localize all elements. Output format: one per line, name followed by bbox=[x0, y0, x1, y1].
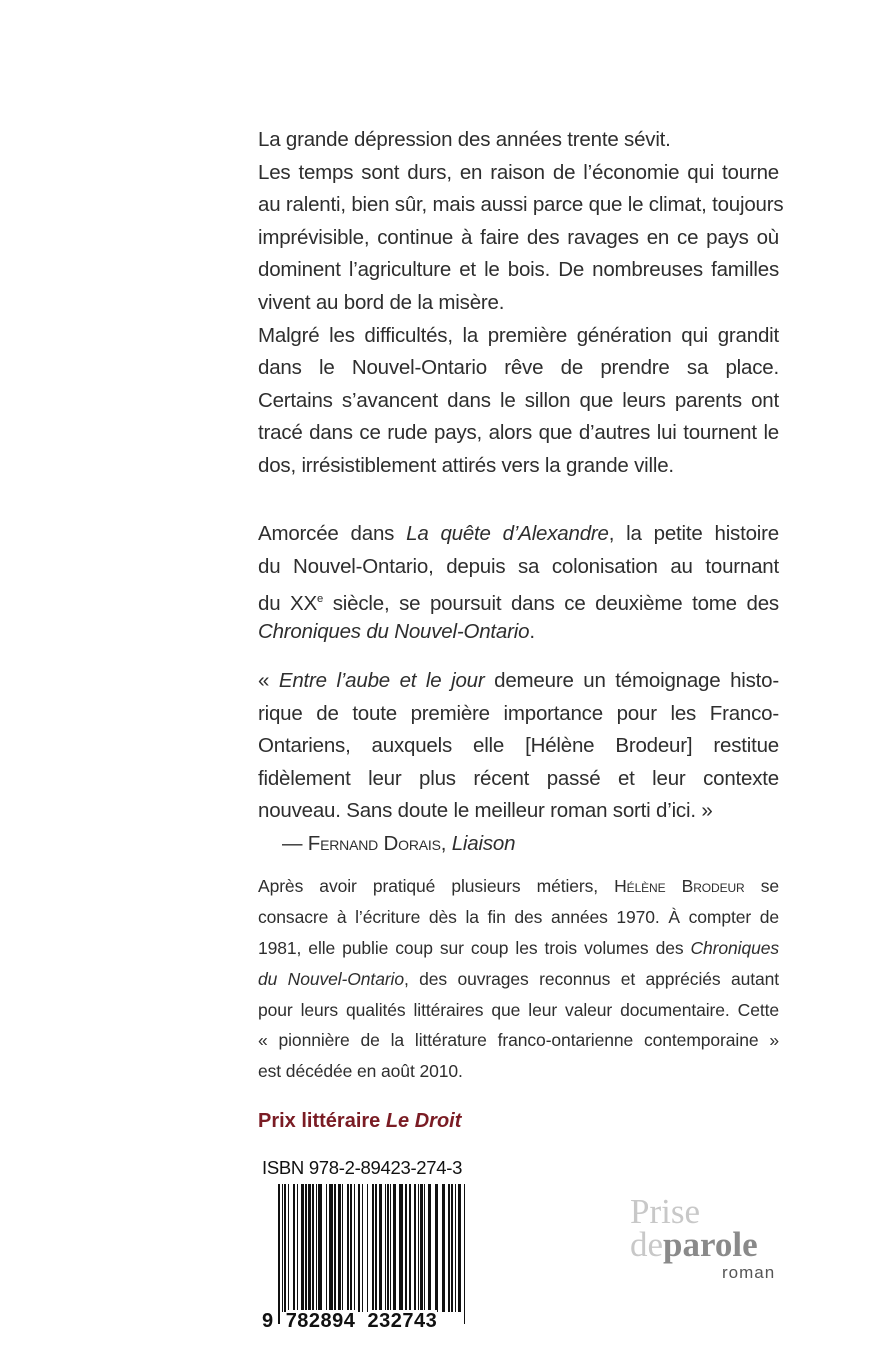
barcode-bar bbox=[354, 1184, 355, 1312]
barcode-bar bbox=[288, 1184, 289, 1312]
italic-text: Liaison bbox=[451, 831, 516, 855]
barcode-bar bbox=[350, 1184, 352, 1312]
barcode-digit-first: 9 bbox=[262, 1310, 274, 1332]
barcode-bar bbox=[385, 1184, 386, 1312]
barcode-bar bbox=[420, 1184, 423, 1312]
barcode-bar bbox=[414, 1184, 416, 1312]
text-line bbox=[258, 385, 779, 418]
italic-text: Entre l’aube et le jour bbox=[278, 669, 485, 692]
text-segment: 1981, elle publie coup sur coup les trois volumes des bbox=[258, 937, 691, 958]
text-segment: siècle, se poursuit dans ce deuxième tome des bbox=[323, 592, 779, 616]
logo-genre: roman bbox=[722, 1263, 776, 1282]
prize-text: Prix littéraire bbox=[258, 1110, 386, 1132]
text-segment: du Nouvel-Ontario, depuis sa colonisation au tournant bbox=[258, 554, 779, 578]
barcode-bar bbox=[451, 1184, 453, 1312]
text-segment: Après avoir pratiqué plusieurs métiers, bbox=[258, 876, 615, 896]
text-segment: , la petite histoire bbox=[608, 522, 779, 545]
text-segment: dos, irrésistiblement attirés vers la grande ville. bbox=[258, 453, 674, 477]
text-line bbox=[258, 450, 779, 483]
text-line bbox=[258, 320, 779, 353]
barcode-bar bbox=[393, 1184, 396, 1312]
text-segment: , bbox=[440, 831, 452, 855]
barcode-bar bbox=[387, 1184, 389, 1312]
text-line bbox=[258, 124, 779, 157]
series-paragraph bbox=[258, 518, 779, 648]
barcode-bar bbox=[334, 1184, 336, 1312]
barcode bbox=[276, 1184, 471, 1324]
barcode-bar bbox=[458, 1184, 461, 1312]
barcode-bar bbox=[305, 1184, 307, 1312]
logo-de: de bbox=[630, 1225, 664, 1264]
italic-text: du Nouvel-Ontario bbox=[258, 968, 404, 989]
text-line bbox=[258, 665, 779, 698]
text-segment: — bbox=[282, 831, 308, 855]
barcode-bar bbox=[316, 1184, 317, 1312]
barcode-bar bbox=[358, 1184, 360, 1312]
barcode-digits bbox=[262, 1310, 437, 1333]
barcode-digits-left: 782894 bbox=[285, 1310, 356, 1332]
text-segment: imprévisible, continue à faire des ravages en ce pays où bbox=[258, 225, 779, 249]
barcode-bar bbox=[342, 1184, 343, 1312]
barcode-bar bbox=[372, 1184, 374, 1324]
barcode-bar bbox=[448, 1184, 450, 1312]
text-line bbox=[258, 995, 779, 1026]
barcode-bar bbox=[435, 1184, 438, 1312]
barcode-bar bbox=[424, 1184, 425, 1312]
barcode-digits-right: 232743 bbox=[367, 1310, 438, 1332]
text-segment: vivent au bord de la misère. bbox=[258, 290, 505, 314]
text-line bbox=[258, 518, 779, 551]
text-segment: « pionnière de la littérature franco-ontarienne contemporaine » bbox=[258, 1030, 779, 1051]
text-line bbox=[258, 222, 779, 255]
barcode-bar bbox=[338, 1184, 341, 1312]
text-line bbox=[258, 730, 779, 763]
barcode-bar bbox=[409, 1184, 411, 1312]
author-bio bbox=[258, 871, 779, 1087]
barcode-bar bbox=[318, 1184, 322, 1312]
text-segment: « bbox=[258, 669, 279, 692]
prize-title: Le Droit bbox=[385, 1110, 462, 1132]
text-segment: , des ouvrages reconnus et appréciés autant bbox=[403, 968, 779, 989]
barcode-bar bbox=[442, 1184, 445, 1312]
text-segment: rique de toute première importance pour les Franco- bbox=[258, 701, 779, 725]
text-segment: Malgré les difficultés, la première génération qui grandit bbox=[258, 323, 779, 347]
review-quote bbox=[258, 665, 779, 861]
barcode-bar bbox=[347, 1184, 349, 1312]
barcode-bar bbox=[301, 1184, 304, 1312]
text-line bbox=[258, 964, 779, 995]
barcode-bar bbox=[282, 1184, 283, 1312]
barcode-bar bbox=[312, 1184, 314, 1312]
superscript: e bbox=[317, 593, 324, 606]
text-segment: dominent l’agriculture et le bois. De nombreuses familles bbox=[258, 258, 779, 282]
barcode-bar bbox=[464, 1184, 465, 1324]
text-line bbox=[258, 254, 779, 287]
barcode-bar bbox=[405, 1184, 407, 1312]
barcode-bar bbox=[428, 1184, 431, 1312]
barcode-bar bbox=[362, 1184, 363, 1312]
small-caps-name: Fernand Dorais bbox=[307, 831, 441, 855]
text-line bbox=[258, 1056, 779, 1087]
text-segment: pour leurs qualités littéraires que leur valeur documentaire. Cette bbox=[258, 999, 779, 1020]
barcode-bar bbox=[293, 1184, 295, 1312]
text-line bbox=[258, 583, 779, 616]
barcode-bar bbox=[329, 1184, 333, 1312]
text-line bbox=[258, 795, 779, 828]
italic-text: Chroniques du Nouvel-Ontario bbox=[258, 619, 530, 643]
text-segment: demeure un témoignage histo- bbox=[484, 669, 780, 692]
text-line bbox=[258, 871, 779, 902]
text-segment: tracé dans ce rude pays, alors que d’autres lui tournent le bbox=[258, 421, 779, 445]
text-segment: fidèlement leur plus récent passé et leur contexte bbox=[258, 766, 779, 790]
logo-de-parole bbox=[630, 1225, 800, 1264]
barcode-bar bbox=[390, 1184, 391, 1312]
text-segment: du XX bbox=[258, 592, 317, 616]
text-segment: Les temps sont durs, en raison de l’économie qui tourne bbox=[258, 160, 779, 184]
barcode-bar bbox=[418, 1184, 419, 1312]
small-caps-name: Hélène Brodeur bbox=[614, 876, 745, 896]
barcode-bar bbox=[367, 1184, 368, 1312]
prize-label bbox=[258, 1110, 461, 1133]
barcode-bar bbox=[308, 1184, 311, 1312]
text-line bbox=[258, 417, 779, 450]
text-segment: nouveau. Sans doute le meilleur roman sorti d’ici. » bbox=[258, 799, 713, 823]
barcode-bar bbox=[326, 1184, 327, 1312]
publisher-logo bbox=[630, 1192, 800, 1284]
text-segment: au ralenti, bien sûr, mais aussi parce que le climat, toujours bbox=[258, 193, 784, 217]
text-segment: dans le Nouvel-Ontario rêve de prendre sa place. bbox=[258, 356, 779, 380]
barcode-bar bbox=[399, 1184, 403, 1312]
text-line bbox=[258, 157, 779, 190]
italic-text: Chroniques bbox=[690, 937, 779, 958]
barcode-bar bbox=[455, 1184, 456, 1312]
logo-prise: Prise bbox=[630, 1192, 700, 1231]
barcode-bar bbox=[278, 1184, 280, 1324]
barcode-bar bbox=[297, 1184, 298, 1312]
text-line bbox=[258, 287, 779, 320]
isbn-label: ISBN 978-2-89423-274-3 bbox=[262, 1157, 463, 1178]
text-segment: . bbox=[529, 619, 535, 643]
text-line bbox=[258, 1025, 779, 1056]
text-segment: est décédée en août 2010. bbox=[258, 1061, 463, 1082]
intro-paragraph bbox=[258, 124, 784, 483]
text-line bbox=[258, 616, 779, 649]
text-segment: Certains s’avancent dans le sillon que leurs parents ont bbox=[258, 388, 779, 412]
text-line bbox=[258, 902, 779, 933]
logo-parole: parole bbox=[663, 1225, 758, 1264]
barcode-bar bbox=[379, 1184, 382, 1312]
barcode-bar bbox=[284, 1184, 286, 1312]
text-line bbox=[258, 698, 779, 731]
text-segment: Ontariens, auxquels elle [Hélène Brodeur] restitue bbox=[258, 734, 779, 758]
text-segment: consacre à l’écriture dès la fin des années 1970. À compter de bbox=[258, 906, 779, 927]
text-segment: se bbox=[744, 876, 779, 896]
text-line bbox=[258, 352, 779, 385]
text-line bbox=[258, 189, 784, 222]
text-segment: Amorcée dans bbox=[258, 522, 407, 545]
text-segment: La grande dépression des années trente sévit. bbox=[258, 128, 671, 151]
italic-text: La quête d’Alexandre bbox=[406, 522, 609, 545]
text-line bbox=[258, 933, 779, 964]
text-line bbox=[258, 828, 779, 861]
text-line bbox=[258, 551, 779, 584]
barcode-bar bbox=[375, 1184, 377, 1324]
text-line bbox=[258, 763, 779, 796]
